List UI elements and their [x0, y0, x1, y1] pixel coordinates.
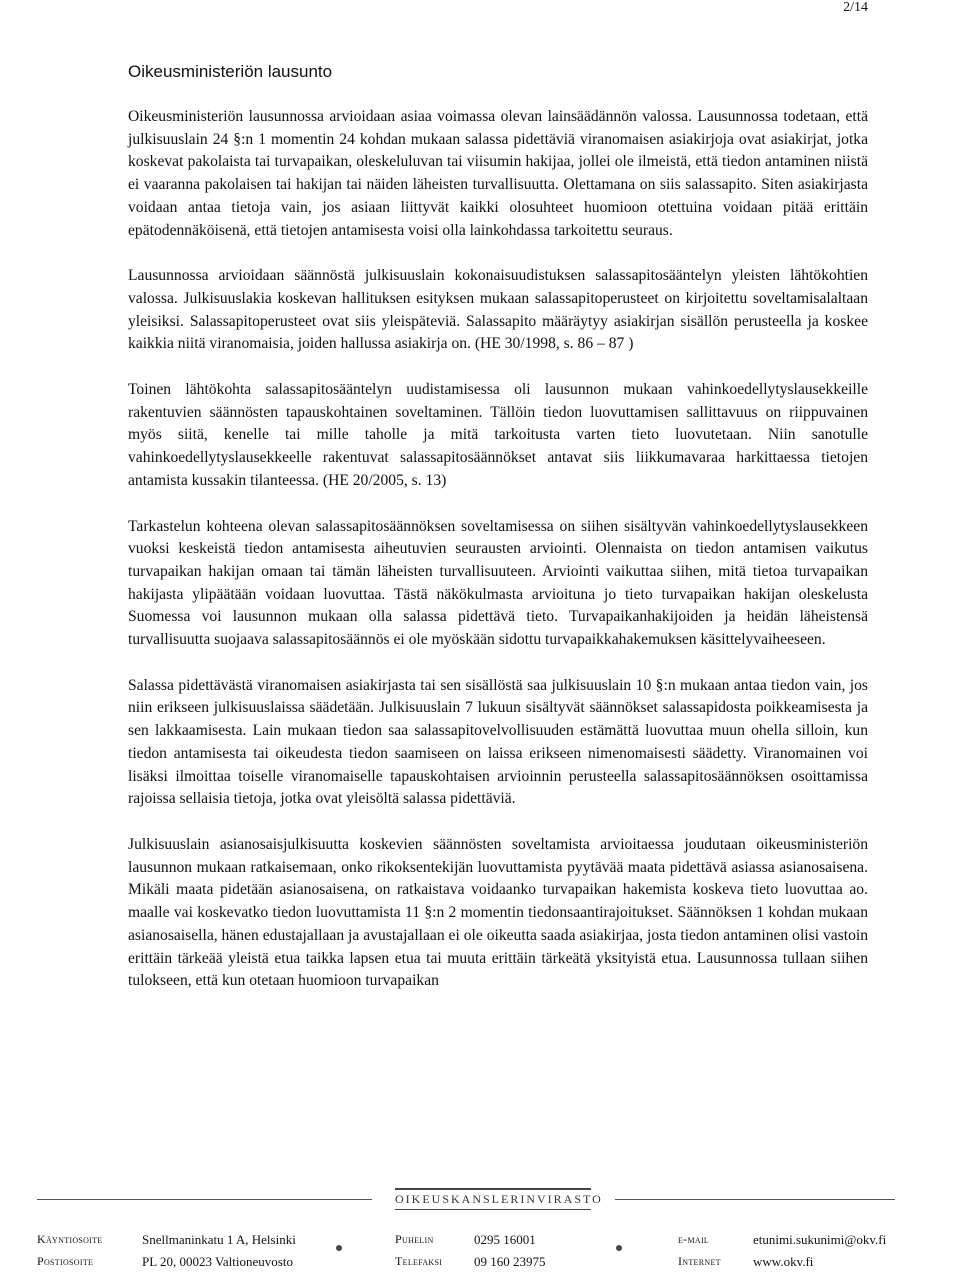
internet-label: Internet [678, 1254, 721, 1268]
paragraph: Toinen lähtökohta salassapitosääntelyn uudistamisessa oli lausunnon mukaan vahinkoedellytyslausekkeille rakentuvien säännösten tapauskohtainen soveltaminen. Tällöin tiedon luovuttamisen sallittavuus on riippuvainen myös siitä, kenelle tai mille taholle ja mitä tarkoitusta varten tieto luovutetaan. Niin sanotulle vahinkoedellytyslausekkeelle rakentuvat salassapitosäännökset antavat siis liikkumavaraa harkittaessa tietojen antamista kussakin tilanteessa. (HE 20/2005, s. 13) [128, 381, 868, 489]
logo-rule-bottom [395, 1209, 591, 1210]
footer-bullet-dot [616, 1245, 622, 1251]
logo-text: OIKEUSKANSLERINVIRASTO [395, 1192, 603, 1206]
visiting-address-label: Käyntiosoite [37, 1232, 103, 1246]
paragraph: Julkisuuslain asianosaisjulkisuutta koskevien säännösten soveltamista arvioitaessa joudutaan oikeusministeriön lausunnon mukaan ratkaisemaan, onko rikoksentekijän luovuttamista pyytävää maata pidettävä asiassa asianosaisena. Mikäli maata pidetään asianosaisena, on ratkaistava voidaanko turvapaikan hakemista koskeva tieto luovuttaa ao. maalle vai koskevatko tiedon luovuttamista 11 §:n 2 momentin tiedonsaantirajoitukset. Säännöksen 1 kohdan mukaan asianosaisella, hänen edustajallaan ja avustajallaan ei ole oikeutta saada asiakirjaa, josta tiedon antaminen olisi vastoin erittäin tärkeää yleistä etua taikka lapsen etua tai muuta erittäin tärkeätä yksityistä etua. Lausunnossa tullaan siihen tulokseen, että kun otetaan huomioon turvapaikan [128, 835, 868, 990]
internet-value[interactable]: www.okv.fi [753, 1254, 814, 1269]
phone-value: 0295 16001 [474, 1232, 536, 1247]
paragraph: Salassa pidettävästä viranomaisen asiakirjasta tai sen sisällöstä saa julkisuuslain 10 §:n mukaan antaa tiedon vain, jos niin erikseen julkisuuslaissa säädetään. Julkisuuslain 7 lukuun sisältyvät säännökset salassapidosta poikkeamisesta ja sen lakkaamisesta. Lain mukaan tiedon saa salassapitovelvollisuuden estämättä luovuttaa muun ohella silloin, kun tiedon antamisesta tai oikeudesta tiedon saamiseen on laissa erikseen nimenomaisesti säädetty. Viranomainen voi lisäksi ilmoittaa toiselle viranomaiselle tapauskohtaisen arvioinnin perusteella salassapitosäännöksen osoittamissa rajoissa sellaisia tietoja, jotka ovat yleisöltä salassa pidettäviä. [128, 676, 868, 808]
footer-bullet-dot [336, 1245, 342, 1251]
page-number: 2/14 [843, 0, 868, 15]
phone-label: Puhelin [395, 1232, 434, 1246]
section-heading: Oikeusministeriön lausunto [128, 62, 333, 81]
postal-address-value: PL 20, 00023 Valtioneuvosto [142, 1254, 293, 1269]
postal-address-label: Postiosoite [37, 1254, 94, 1268]
logo-rule-top [395, 1188, 591, 1190]
paragraph: Lausunnossa arvioidaan säännöstä julkisuuslain kokonaisuudistuksen salassapitosääntelyn yleisten lähtökohtien valossa. Julkisuuslakia koskevan hallituksen esityksen mukaan salassapitoperusteet on kirjoitettu soveltamisalaltaan yleisiksi. Salassapitoperusteet ovat siis yleispäteviä. Salassapito määräytyy asiakirjan sisällön perusteella ja koskee kaikkia niitä viranomaisia, joiden hallussa asiakirja on. (HE 30/1998, s. 86 – 87 ) [128, 267, 868, 353]
paragraph: Oikeusministeriön lausunnossa arvioidaan asiaa voimassa olevan lainsäädännön valossa. Lausunnossa todetaan, että julkisuuslain 24 §:n 1 momentin 24 kohdan mukaan salassa pidettäviä viranomaisen asiakirjoja ovat asiakirjat, jotka koskevat pakolaista tai turvapaikan, oleskeluluvan tai viisumin hakijaa, jollei ole ilmeistä, että tiedon antaminen niistä ei vaaranna pakolaisen tai hakijan tai näiden läheisten turvallisuutta. Olettamana on siis salassapito. Siten asiakirjasta voidaan antaa tietoja vain, jos asiaan liittyvät kaikki olosuhteet huomioon otettuina voidaan pitää erittäin epätodennäköisenä, että tietojen antamisesta voisi olla lainkohdassa tarkoitettu seuraus. [128, 108, 868, 239]
footer-divider-left [37, 1199, 372, 1200]
visiting-address-value: Snellmaninkatu 1 A, Helsinki [142, 1232, 296, 1247]
footer-divider-right [615, 1199, 895, 1200]
footer-row [37, 1232, 907, 1254]
fax-value: 09 160 23975 [474, 1254, 546, 1269]
paragraph: Tarkastelun kohteena olevan salassapitosäännöksen soveltamisessa on siihen sisältyvän vahinkoedellytyslausekkeen vuoksi keskeistä tiedon antamisesta aiheutuvien seurausten arviointi. Olennaista on tiedon antamisen vaikutus turvapaikan hakijan omaan tai tämän läheisten turvallisuuteen. Arviointi vaikuttaa siihen, mitä tietoa turvapaikan hakijasta ylipäätään voidaan luovuttaa. Tästä näkökulmasta arvioituna jo tieto turvapaikan hakijan oleskelusta Suomessa voi lausunnon mukaan olla salassa pidettävä tieto. Turvapaikanhakijoiden ja heidän läheistensä turvallisuutta suojaava salassapitosäännös ei ole myöskään sidottu turvapaikkahakemuksen käsittelyvaiheeseen. [128, 517, 868, 649]
email-value[interactable]: etunimi.sukunimi@okv.fi [753, 1232, 887, 1247]
footer-contact [37, 1232, 907, 1276]
email-label: e-mail [678, 1232, 710, 1246]
footer-logo [395, 1186, 603, 1212]
footer-row [37, 1254, 907, 1276]
body-text [128, 106, 868, 1016]
fax-label: Telefaksi [395, 1254, 443, 1268]
